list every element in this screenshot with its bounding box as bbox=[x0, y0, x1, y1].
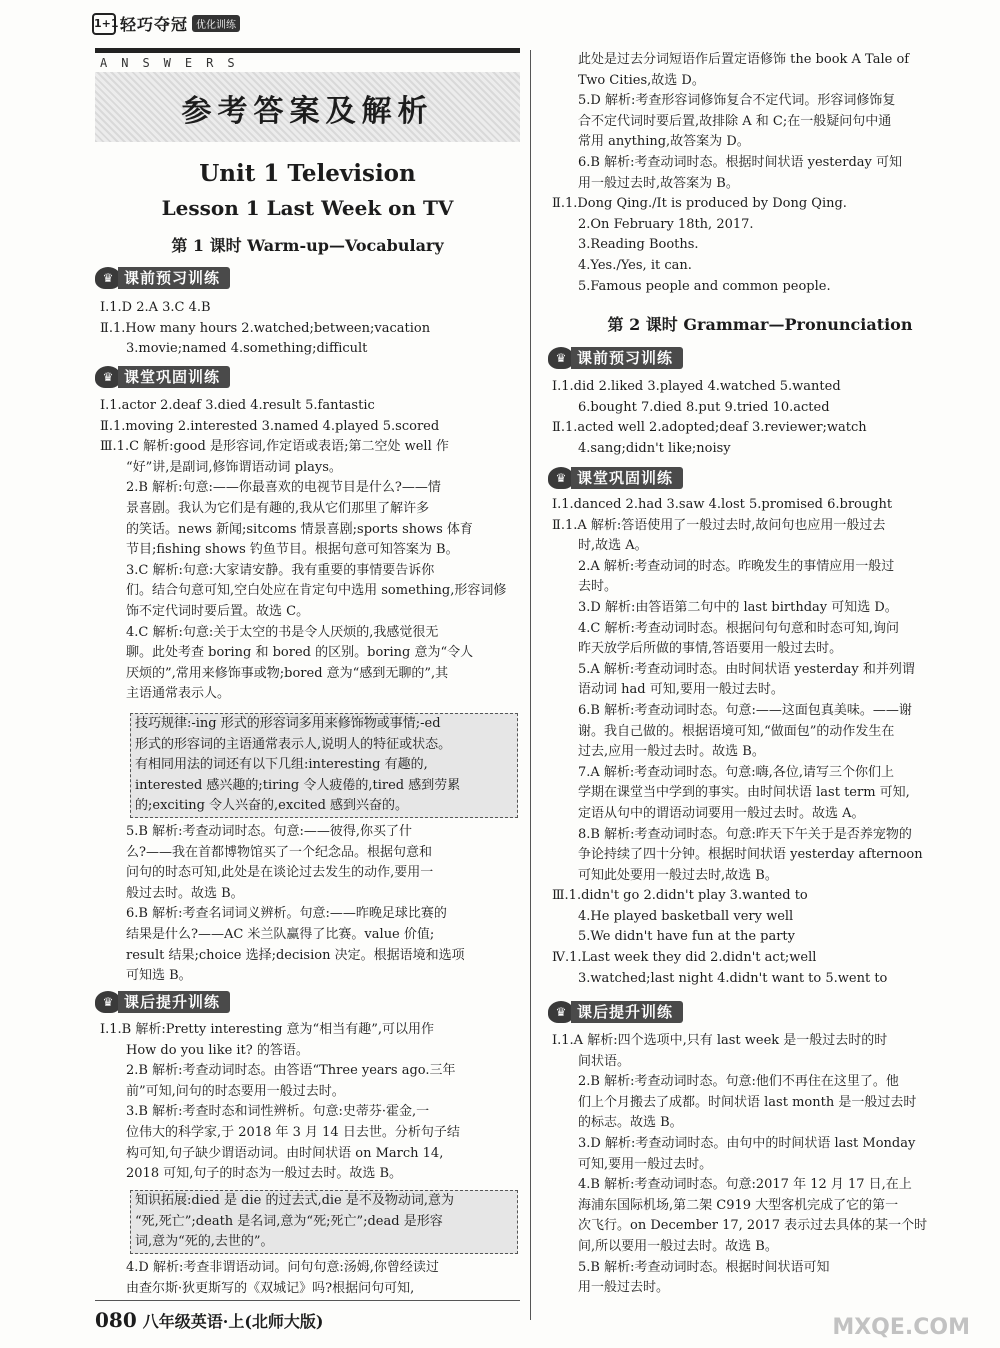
answer-line: 景喜剧。我认为它们是有趣的,我从它们那里了解许多 bbox=[100, 500, 430, 516]
logo-mark: 1+1 bbox=[92, 13, 116, 35]
answer-line: 构可知,句子缺少谓语动词。由时间状语 on March 14, bbox=[100, 1145, 444, 1161]
section-post-left bbox=[95, 990, 230, 1014]
crown-icon: ♛ bbox=[95, 991, 121, 1013]
answer-line: 们上个月搬去了成都。时间状语 last month 是一般过去时 bbox=[552, 1094, 917, 1110]
section-pre-right bbox=[548, 346, 683, 370]
answer-line: 主语通常表示人。 bbox=[100, 686, 231, 702]
answer-line: How do you like it? 的答语。 bbox=[100, 1042, 309, 1058]
answer-line: 2.B 解析:考查动词时态。由答语“Three years ago.三年 bbox=[100, 1063, 456, 1079]
answer-line: 的标志。故选 B。 bbox=[552, 1115, 683, 1131]
answer-line: Ⅱ.1.How many hours 2.watched;between;vacation bbox=[100, 320, 431, 336]
section-class-right bbox=[548, 466, 683, 490]
title-banner bbox=[95, 72, 520, 142]
answer-line: 聊。此处考查 boring 和 bored 的区别。boring 意为“令人 bbox=[100, 645, 474, 661]
lesson-title: Lesson 1 Last Week on TV bbox=[161, 196, 454, 220]
answer-line: 昨天放学后所做的事情,答语要用一般过去时。 bbox=[552, 641, 843, 657]
answer-line: 4.sang;didn't like;noisy bbox=[552, 440, 731, 456]
left-post-answers bbox=[100, 1020, 460, 1185]
answer-line: 由查尔斯·狄更斯写的《双城记》吗?根据问句可知, bbox=[100, 1280, 415, 1296]
column-divider bbox=[530, 50, 531, 1320]
logo-text: 轻巧夺冠 bbox=[120, 15, 189, 34]
site-watermark: MXQE.COM bbox=[832, 1315, 970, 1340]
crown-icon: ♛ bbox=[548, 347, 574, 369]
answer-line: 位伟大的科学家,于 2018 年 3 月 14 日去世。分析句子结 bbox=[100, 1124, 460, 1140]
answer-line: 4.C 解析:考查动词时态。根据问句句意和时态可知,询问 bbox=[552, 620, 899, 636]
section-label: 课后提升训练 bbox=[571, 1001, 683, 1023]
answer-line: “死,死亡”;death 是名词,意为“死;死亡”;dead 是形容 bbox=[135, 1213, 443, 1229]
book-title: 八年级英语·上(北师大版) bbox=[142, 1312, 324, 1331]
answer-line: 的;exciting 令人兴奋的,excited 感到兴奋的。 bbox=[135, 798, 409, 814]
answer-line: 前”可知,问句的时态要用一般过去时。 bbox=[100, 1083, 345, 1099]
unit-title: Unit 1 Television bbox=[199, 160, 416, 187]
answer-line: 2018 可知,句子的时态为一般过去时。故选 B。 bbox=[100, 1166, 403, 1182]
answer-line: 学期在课堂当中学到的事实。由时间状语 last term 可知, bbox=[552, 785, 910, 801]
answer-line: 4.Yes./Yes, it can. bbox=[552, 257, 692, 273]
answer-line: 次飞行。on December 17, 2017 表示过去具体的某一个时 bbox=[552, 1218, 928, 1234]
answer-line: 间状语。 bbox=[552, 1053, 631, 1069]
right-class-answers bbox=[552, 495, 923, 989]
answer-line: 8.B 解析:考查动词时态。句意:昨天下午关于是否养宠物的 bbox=[552, 826, 912, 842]
logo-tag: 优化训练 bbox=[192, 15, 240, 32]
answer-line: 2.On February 18th, 2017. bbox=[552, 216, 754, 232]
answer-line: 5.Famous people and common people. bbox=[552, 278, 831, 294]
answer-line: 形式的形容词的主语通常表示人,说明人的特征或状态。 bbox=[135, 736, 452, 752]
answer-line: interested 感兴趣的;tiring 令人疲倦的,tired 感到劳累 bbox=[135, 777, 461, 793]
answer-line: 合不定代词时要后置,故排除 A 和 C;在一般疑问句中通 bbox=[552, 113, 892, 129]
top-rule bbox=[95, 48, 520, 53]
answer-line: 用一般过去时,故答案为 B。 bbox=[552, 175, 739, 191]
answer-line: Ⅳ.1.Last week they did 2.didn't act;well bbox=[552, 950, 817, 966]
section-label: 课前预习训练 bbox=[118, 267, 230, 289]
answer-line: 此处是过去分词短语作后置定语修饰 the book A Tale of bbox=[552, 52, 910, 67]
answer-line: “好”讲,是副词,修饰谓语动词 plays。 bbox=[100, 459, 342, 475]
crown-icon: ♛ bbox=[95, 366, 121, 388]
answer-line: Ⅰ.1.actor 2.deaf 3.died 4.result 5.fantastic bbox=[100, 398, 375, 413]
answer-line: 可知选 B。 bbox=[100, 968, 192, 984]
banner-title: 参考答案及解析 bbox=[181, 94, 434, 129]
page-header bbox=[92, 8, 522, 40]
answer-line: 5.D 解析:考查形容词修饰复合不定代词。形容词修饰复 bbox=[552, 93, 896, 109]
footer-rule bbox=[95, 1300, 520, 1301]
tip-box-knowledge bbox=[130, 1190, 518, 1254]
answer-line: 厌烦的”,常用来修饰事或物;bored 意为“感到无聊的”,其 bbox=[100, 665, 449, 681]
answer-line: 间,所以要用一般过去时。故选 B。 bbox=[552, 1238, 778, 1254]
period2-title: 第 2 课时 Grammar—Pronunciation bbox=[607, 315, 913, 334]
crown-icon: ♛ bbox=[548, 467, 574, 489]
answer-line: 3.Reading Booths. bbox=[552, 237, 699, 253]
answer-line: 般过去时。故选 B。 bbox=[100, 885, 244, 901]
crown-icon: ♛ bbox=[548, 1001, 574, 1023]
answer-line: Ⅱ.1.moving 2.interested 3.named 4.played 5.scored bbox=[100, 418, 440, 434]
tip-box-skill bbox=[130, 713, 518, 818]
answers-word: ANSWERS bbox=[100, 56, 249, 70]
answer-line: 3.watched;last night 4.didn't want to 5.went to bbox=[552, 970, 888, 986]
left-class-answers bbox=[100, 396, 506, 705]
answer-line: 5.A 解析:考查动词时态。由时间状语 yesterday 和并列谓 bbox=[552, 661, 915, 677]
answer-line: 2.B 解析:考查动词时态。句意:他们不再住在这里了。他 bbox=[552, 1074, 899, 1090]
answer-line: 5.B 解析:考查动词时态。句意:——彼得,你买了什 bbox=[100, 824, 412, 839]
answer-line: 2.A 解析:考查动词的时态。昨晚发生的事情应用一般过 bbox=[552, 558, 895, 574]
left-pre-answers bbox=[100, 298, 430, 360]
answer-line: 6.B 解析:考查名词词义辨析。句意:——昨晚足球比赛的 bbox=[100, 906, 447, 922]
answer-line: 可知,要用一般过去时。 bbox=[552, 1156, 713, 1172]
answer-line: Ⅰ.1.did 2.liked 3.played 4.watched 5.wanted bbox=[552, 379, 841, 394]
answer-line: 节目;fishing shows 钓鱼节目。根据句意可知答案为 B。 bbox=[100, 542, 459, 558]
answer-line: 常用 anything,故答案为 D。 bbox=[552, 134, 750, 150]
section-label: 课堂巩固训练 bbox=[571, 467, 683, 489]
answer-line: 语动词 had 可知,要用一般过去时。 bbox=[552, 682, 784, 698]
answer-line: 3.movie;named 4.something;difficult bbox=[100, 341, 368, 357]
section-class-left bbox=[95, 365, 230, 389]
answer-line: 的笑话。news 新闻;sitcoms 情景喜剧;sports shows 体育 bbox=[100, 521, 473, 537]
answer-line: 谢。我自己做的。根据语境可知,“做面包”的动作发生在 bbox=[552, 723, 895, 739]
left-class-answers-2 bbox=[100, 822, 465, 987]
answer-line: 结果是什么?——AC 米兰队赢得了比赛。value 价值; bbox=[100, 926, 435, 942]
answer-line: 过去,应用一般过去时。故选 B。 bbox=[552, 744, 765, 760]
left-post-answers-2 bbox=[100, 1258, 439, 1299]
answer-line: 6.bought 7.died 8.put 9.tried 10.acted bbox=[552, 399, 830, 415]
answer-line: 3.D 解析:由答语第二句中的 last birthday 可知选 D。 bbox=[552, 599, 898, 615]
section-label: 课后提升训练 bbox=[118, 991, 230, 1013]
answer-line: Ⅰ.1.D 2.A 3.C 4.B bbox=[100, 300, 211, 315]
answer-line: 技巧规律:-ing 形式的形容词多用来修饰物或事情;-ed bbox=[135, 716, 441, 731]
answer-line: 知识拓展:died 是 die 的过去式,die 是不及物动词,意为 bbox=[135, 1193, 455, 1208]
answer-line: result 结果;choice 选择;decision 决定。根据语境和选项 bbox=[100, 947, 465, 963]
answer-line: 3.C 解析:句意:大家请安静。我有重要的事情要告诉你 bbox=[100, 562, 435, 578]
section-label: 课前预习训练 bbox=[571, 347, 683, 369]
page-footer bbox=[95, 1308, 323, 1332]
answer-line: 5.B 解析:考查动词时态。根据时间状语可知 bbox=[552, 1259, 830, 1275]
answer-line: 问句的时态可知,此处是在谈论过去发生的动作,要用一 bbox=[100, 865, 434, 881]
period1-title: 第 1 课时 Warm-up—Vocabulary bbox=[171, 236, 444, 255]
answer-line: 用一般过去时。 bbox=[552, 1280, 670, 1296]
answer-line: Ⅲ.1.didn't go 2.didn't play 3.wanted to bbox=[552, 888, 808, 904]
answer-line: Ⅱ.1.A 解析:答语使用了一般过去时,故问句也应用一般过去 bbox=[552, 517, 886, 533]
answer-line: 去时。 bbox=[552, 579, 618, 595]
answer-line: Ⅱ.1.acted well 2.adopted;deaf 3.reviewer;watch bbox=[552, 420, 867, 436]
section-pre-left bbox=[95, 266, 230, 290]
answer-line: Ⅰ.1.B 解析:Pretty interesting 意为“相当有趣”,可以用作 bbox=[100, 1022, 434, 1037]
answer-line: 6.B 解析:考查动词时态。句意:——这面包真美味。——谢 bbox=[552, 702, 912, 718]
answer-line: 饰不定代词时要后置。故选 C。 bbox=[100, 603, 310, 619]
answer-line: 定语从句中的谓语动词要用一般过去时。故选 A。 bbox=[552, 805, 865, 821]
answer-line: 争论持续了四十分钟。根据时间状语 yesterday afternoon bbox=[552, 847, 923, 863]
brand-logo bbox=[92, 12, 240, 35]
answer-line: 么?——我在首都博物馆买了一个纪念品。根据句意和 bbox=[100, 844, 432, 860]
answer-line: 5.We didn't have fun at the party bbox=[552, 929, 796, 945]
crown-icon: ♛ bbox=[95, 267, 121, 289]
answer-line: 4.C 解析:句意:关于太空的书是令人厌烦的,我感觉很无 bbox=[100, 624, 439, 640]
answer-line: Ⅲ.1.C 解析:good 是形容词,作定语或表语;第二空处 well 作 bbox=[100, 439, 449, 455]
right-post-answers bbox=[552, 1031, 927, 1299]
answer-line: 4.He played basketball very well bbox=[552, 908, 794, 924]
answer-line: 海浦东国际机场,第二架 C919 大型客机完成了它的第一 bbox=[552, 1197, 899, 1213]
answer-line: 3.B 解析:考查时态和词性辨析。句意:史蒂芬·霍金,一 bbox=[100, 1104, 430, 1120]
section-label: 课堂巩固训练 bbox=[118, 366, 230, 388]
answer-line: 们。结合句意可知,空白处应在肯定句中选用 something,形容词修 bbox=[100, 583, 507, 599]
answer-line: Ⅱ.1.Dong Qing./It is produced by Dong Qing. bbox=[552, 196, 847, 212]
answer-line: 6.B 解析:考查动词时态。根据时间状语 yesterday 可知 bbox=[552, 154, 902, 170]
answer-line: 4.D 解析:考查非谓语动词。问句句意:汤姆,你曾经读过 bbox=[100, 1260, 439, 1275]
right-pre-answers bbox=[552, 377, 867, 459]
answer-line: 时,故选 A。 bbox=[552, 538, 648, 554]
answer-line: Two Cities,故选 D。 bbox=[552, 72, 705, 88]
answer-line: 可知此处要用一般过去时,故选 B。 bbox=[552, 867, 778, 883]
right-continued-answers bbox=[552, 50, 909, 297]
answer-line: 有相同用法的词还有以下几组:interesting 有趣的, bbox=[135, 757, 428, 773]
answer-line: 2.B 解析:句意:——你最喜欢的电视节目是什么?——情 bbox=[100, 480, 441, 496]
answer-line: Ⅰ.1.danced 2.had 3.saw 4.lost 5.promised 6.brought bbox=[552, 497, 893, 512]
section-post-right bbox=[548, 1000, 683, 1024]
answer-line: 7.A 解析:考查动词时态。句意:嗨,各位,请写三个你们上 bbox=[552, 764, 894, 780]
page-number: 080 bbox=[95, 1308, 137, 1332]
answer-line: 词,意为“死的,去世的”。 bbox=[135, 1234, 274, 1250]
answer-line: 4.B 解析:考查动词时态。句意:2017 年 12 月 17 日,在上 bbox=[552, 1177, 912, 1193]
answer-line: Ⅰ.1.A 解析:四个选项中,只有 last week 是一般过去时的时 bbox=[552, 1033, 888, 1048]
answer-line: 3.D 解析:考查动词时态。由句中的时间状语 last Monday bbox=[552, 1135, 916, 1151]
